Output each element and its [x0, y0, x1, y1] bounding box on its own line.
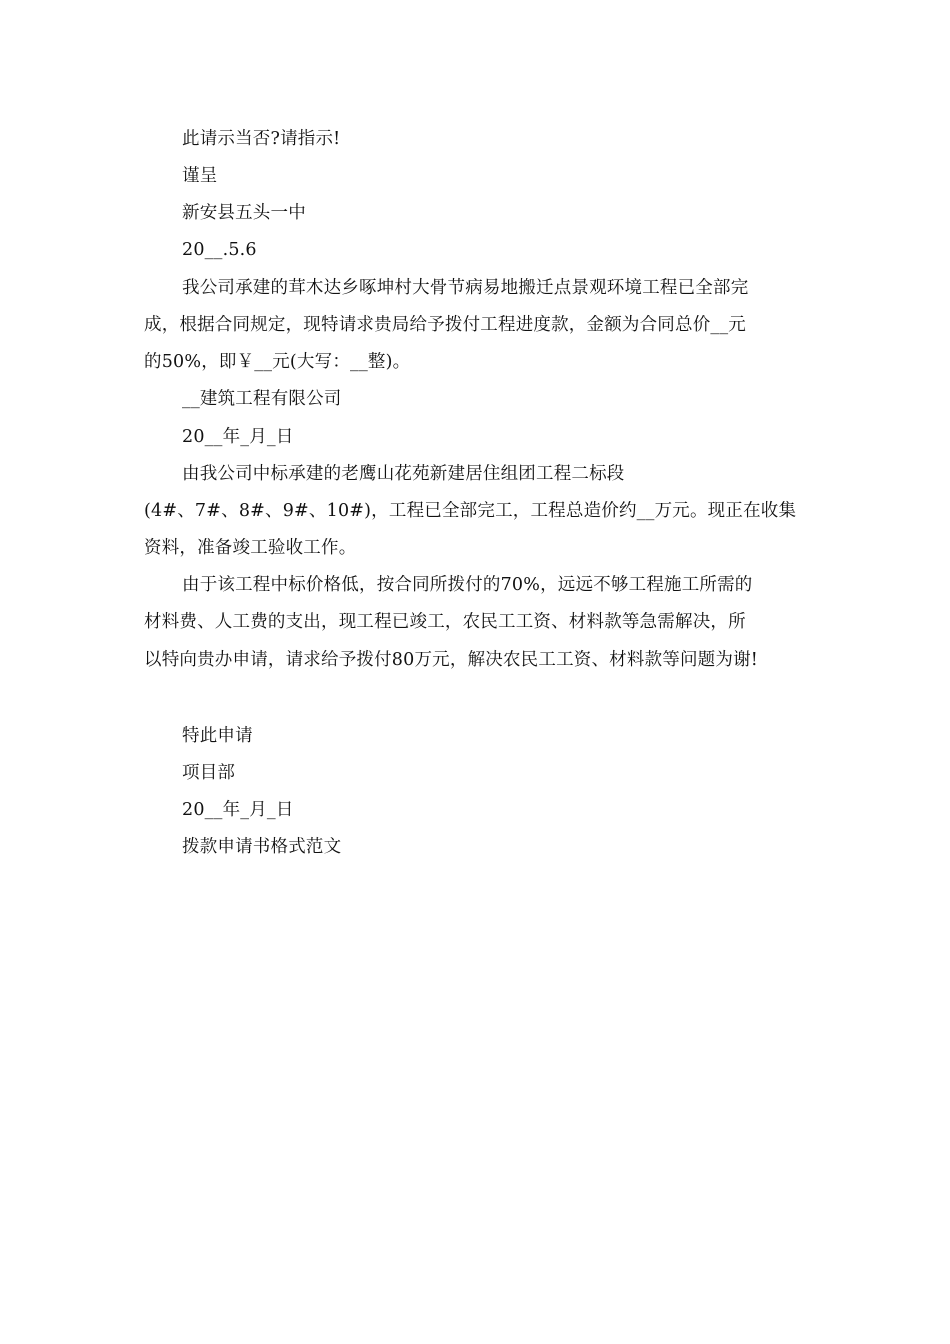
text-line: 拨款申请书格式范文	[182, 837, 342, 857]
text-line: __建筑工程有限公司	[182, 389, 342, 409]
text-line: 由于该工程中标价格低，按合同所拨付的70%，远远不够工程施工所需的	[182, 575, 753, 595]
text-line: 的50%，即￥__元(大写：__整)。	[144, 352, 411, 372]
text-line: 我公司承建的茸木达乡啄坤村大骨节病易地搬迁点景观环境工程已全部完	[182, 278, 749, 298]
text-line: 新安县五头一中	[182, 203, 306, 223]
text-line: 材料费、人工费的支出，现工程已竣工，农民工工资、材料款等急需解决，所	[144, 612, 746, 632]
text-line: (4#、7#、8#、9#、10#)，工程已全部完工，工程总造价约__万元。现正在收集	[144, 501, 797, 521]
date-line: 20__年_月_日	[182, 427, 294, 447]
text-line: 由我公司中标承建的老鹰山花苑新建居住组团工程二标段	[182, 464, 625, 484]
text-line: 项目部	[182, 763, 236, 783]
date-line: 20__年_月_日	[182, 800, 294, 820]
text-line: 资料，准备竣工验收工作。	[144, 538, 357, 558]
date-line: 20__.5.6	[182, 240, 257, 260]
text-line: 成，根据合同规定，现特请求贵局给予拨付工程进度款，金额为合同总价__元	[144, 315, 746, 335]
text-line: 特此申请	[182, 726, 253, 746]
text-line: 谨呈	[182, 166, 218, 186]
text-line: 以特向贵办申请，请求给予拨付80万元，解决农民工工资、材料款等问题为谢!	[144, 650, 758, 670]
text-line: 此请示当否?请指示!	[182, 129, 341, 149]
